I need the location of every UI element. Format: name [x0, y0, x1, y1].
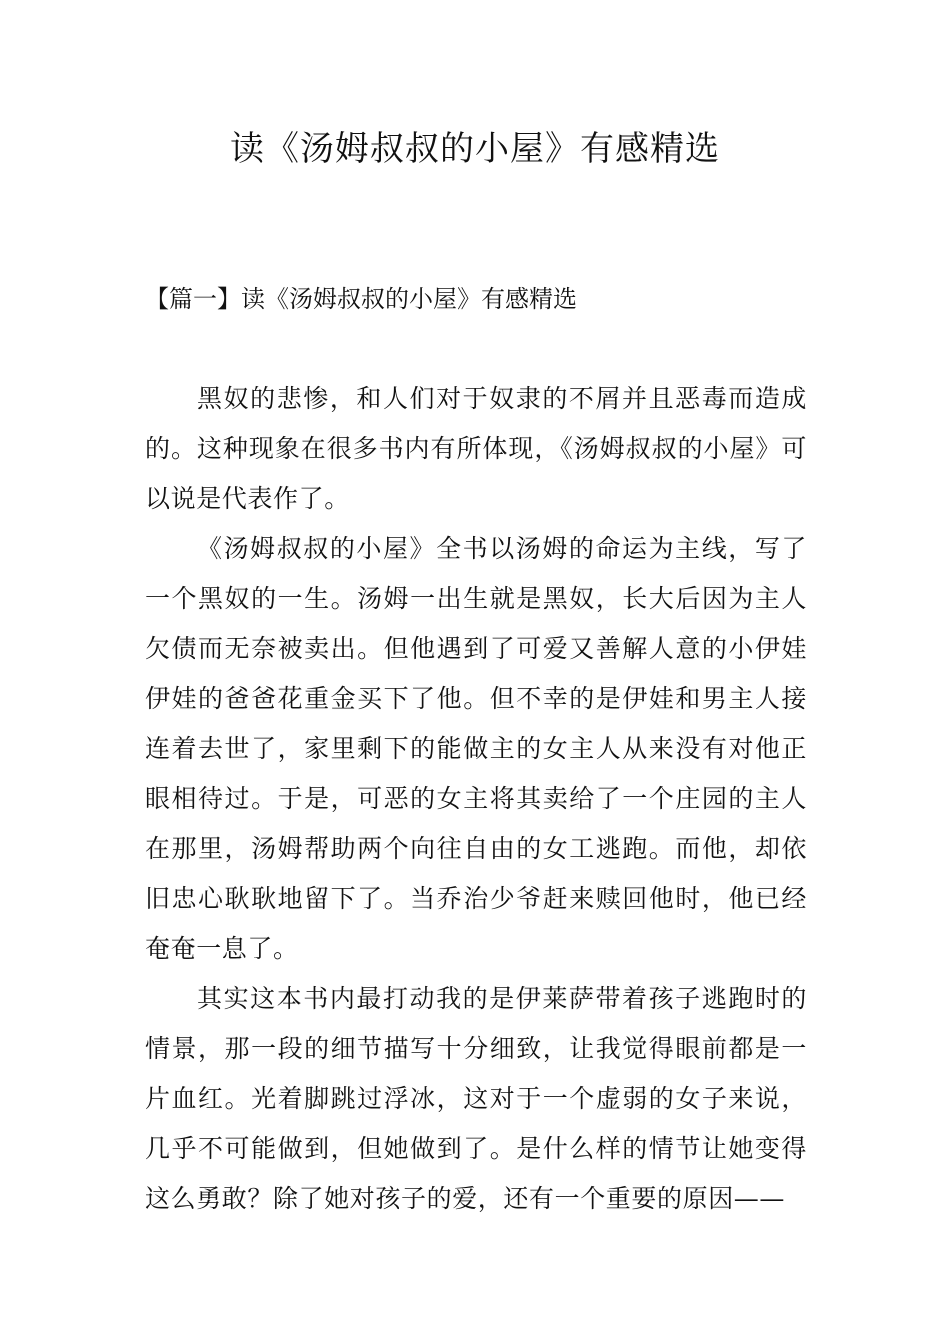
- document-title: 读《汤姆叔叔的小屋》有感精选: [230, 129, 720, 169]
- body-text: [145, 374, 807, 1224]
- paragraph-2: 《汤姆叔叔的小屋》全书以汤姆的命运为主线，写了一个黑奴的一生。汤姆一出生就是黑奴，长大后因为主人欠债而无奈被卖出。但他遇到了可爱又善解人意的小伊娃伊娃的爸爸花重金买下了他。但不幸的是伊娃和男主人接连着去世了，家里剩下的能做主的女主人从来没有对他正眼相待过。于是，可恶的女主将其卖给了一个庄园的主人在那里，汤姆帮助两个向往自由的女工逃跑。而他，却依旧忠心耿耿地留下了。当乔治少爷赶来赎回他时，他已经奄奄一息了。: [145, 534, 807, 963]
- paragraph-1: 黑奴的悲惨，和人们对于奴隶的不屑并且恶毒而造成的。这种现象在很多书内有所体现，《汤姆叔叔的小屋》可以说是代表作了。: [145, 384, 807, 513]
- paragraph-3: 其实这本书内最打动我的是伊莱萨带着孩子逃跑时的情景，那一段的细节描写十分细致，让我觉得眼前都是一片血红。光着脚跳过浮冰，这对于一个虚弱的女子来说，几乎不可能做到，但她做到了。是什么样的情节让她变得这么勇敢？除了她对孩子的爱，还有一个重要的原因——: [145, 984, 807, 1213]
- section-heading: 【篇一】读《汤姆叔叔的小屋》有感精选: [145, 285, 577, 313]
